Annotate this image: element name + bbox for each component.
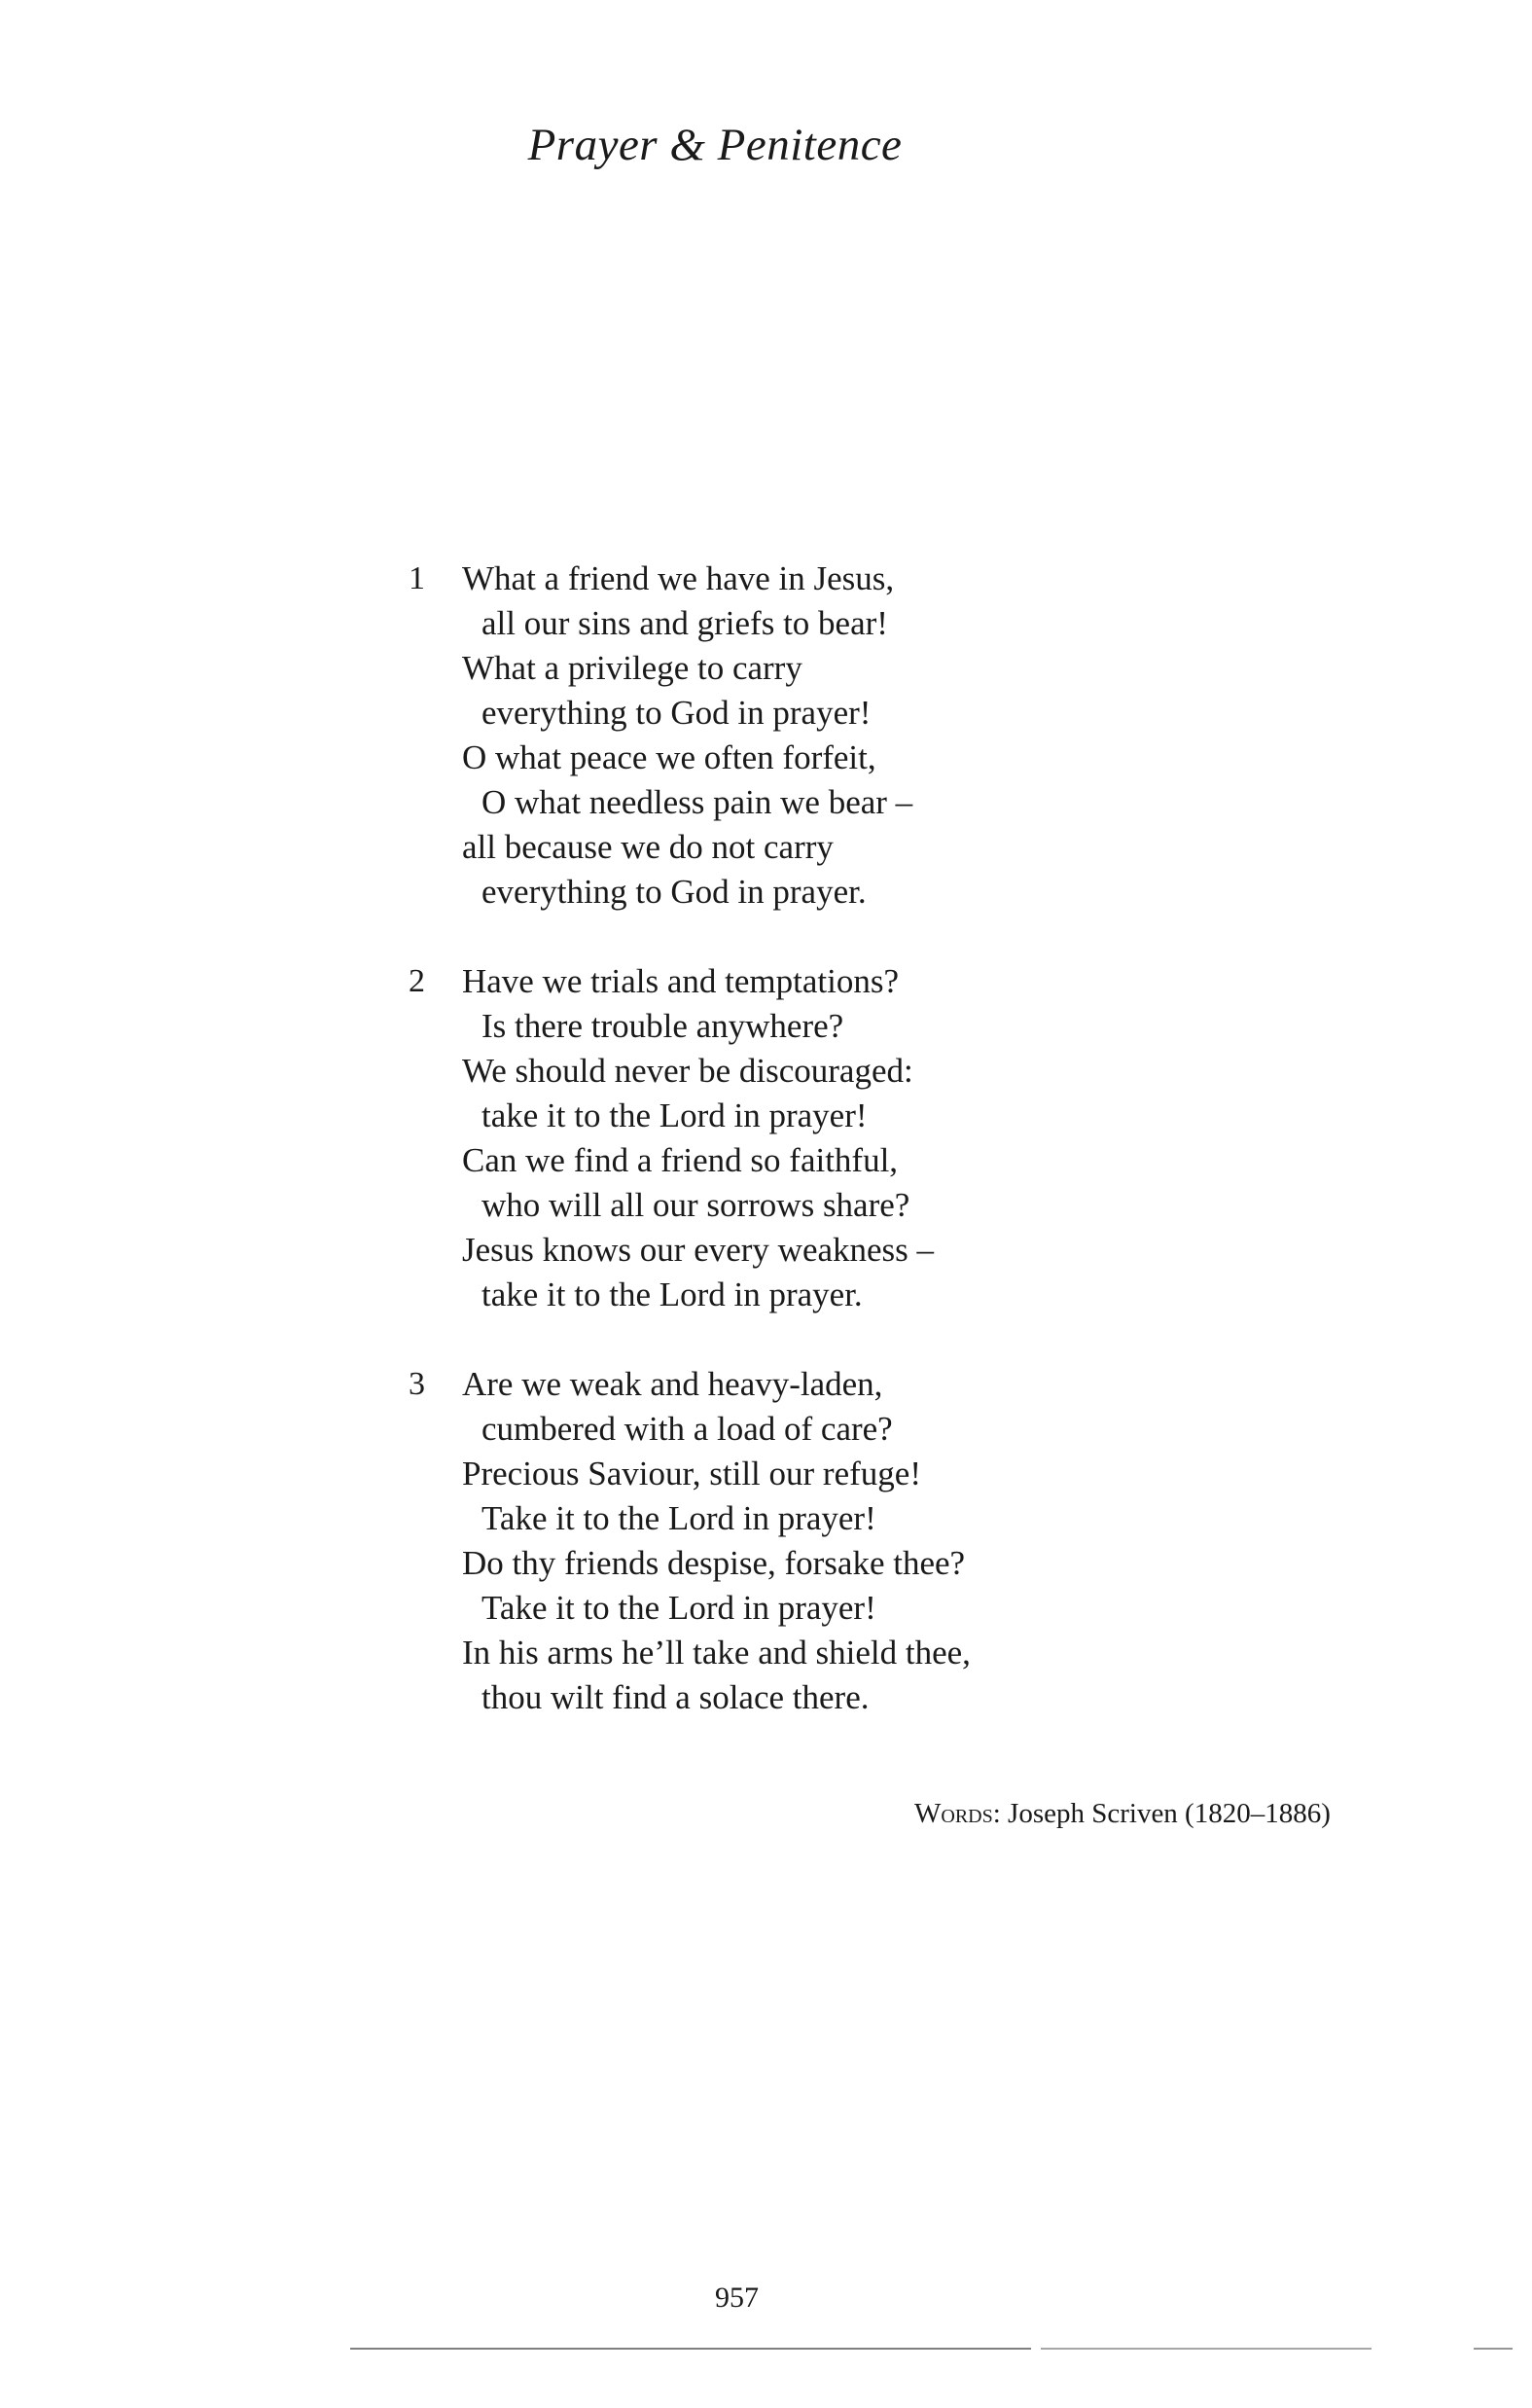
hymn-text	[409, 557, 1148, 1765]
verse-line: cumbered with a load of care?	[481, 1410, 893, 1448]
verse-line: Have we trials and temptations?	[462, 962, 900, 1000]
words-credit-label: Words:	[914, 1798, 1001, 1829]
verse-line: everything to God in prayer.	[481, 873, 867, 911]
verse-line: What a friend we have in Jesus,	[462, 559, 895, 597]
verse-line: O what peace we often forfeit,	[462, 738, 876, 776]
verse-line: Jesus knows our every weakness –	[462, 1231, 935, 1269]
verse-1	[409, 557, 1148, 915]
verse-line: take it to the Lord in prayer.	[481, 1276, 863, 1313]
verse-line: all because we do not carry	[462, 828, 834, 866]
verse-line: Are we weak and heavy-laden,	[462, 1365, 883, 1403]
verse-line: all our sins and griefs to bear!	[481, 604, 888, 642]
section-title: Prayer & Penitence	[527, 120, 903, 170]
verse-line: thou wilt find a solace there.	[481, 1678, 870, 1716]
verse-line: Precious Saviour, still our refuge!	[462, 1455, 921, 1492]
verse-line: What a privilege to carry	[462, 649, 802, 687]
words-credit	[914, 1798, 1331, 1830]
verse-line: Is there trouble anywhere?	[481, 1007, 844, 1045]
page-number: 957	[715, 2282, 759, 2314]
verse-number: 1	[409, 560, 425, 596]
verse-line: Can we find a friend so faithful,	[462, 1141, 899, 1179]
verse-line: O what needless pain we bear –	[481, 783, 913, 821]
verse-line: who will all our sorrows share?	[481, 1186, 910, 1224]
footer-rule	[350, 2348, 1031, 2350]
verse-line: Do thy friends despise, forsake thee?	[462, 1544, 966, 1582]
verse-line: Take it to the Lord in prayer!	[481, 1499, 876, 1537]
verse-2	[409, 959, 1148, 1317]
words-credit-author: Joseph Scriven (1820–1886)	[1008, 1798, 1331, 1829]
footer-rule	[1041, 2348, 1372, 2350]
verse-line: take it to the Lord in prayer!	[481, 1096, 868, 1134]
verse-number: 2	[409, 963, 425, 999]
verse-number: 3	[409, 1366, 425, 1402]
verse-line: everything to God in prayer!	[481, 694, 872, 732]
verse-line: In his arms he’ll take and shield thee,	[462, 1634, 971, 1671]
footer-rule	[1474, 2348, 1513, 2350]
verse-3	[409, 1362, 1148, 1720]
verse-line: We should never be discouraged:	[462, 1052, 913, 1090]
verse-line: Take it to the Lord in prayer!	[481, 1589, 876, 1627]
